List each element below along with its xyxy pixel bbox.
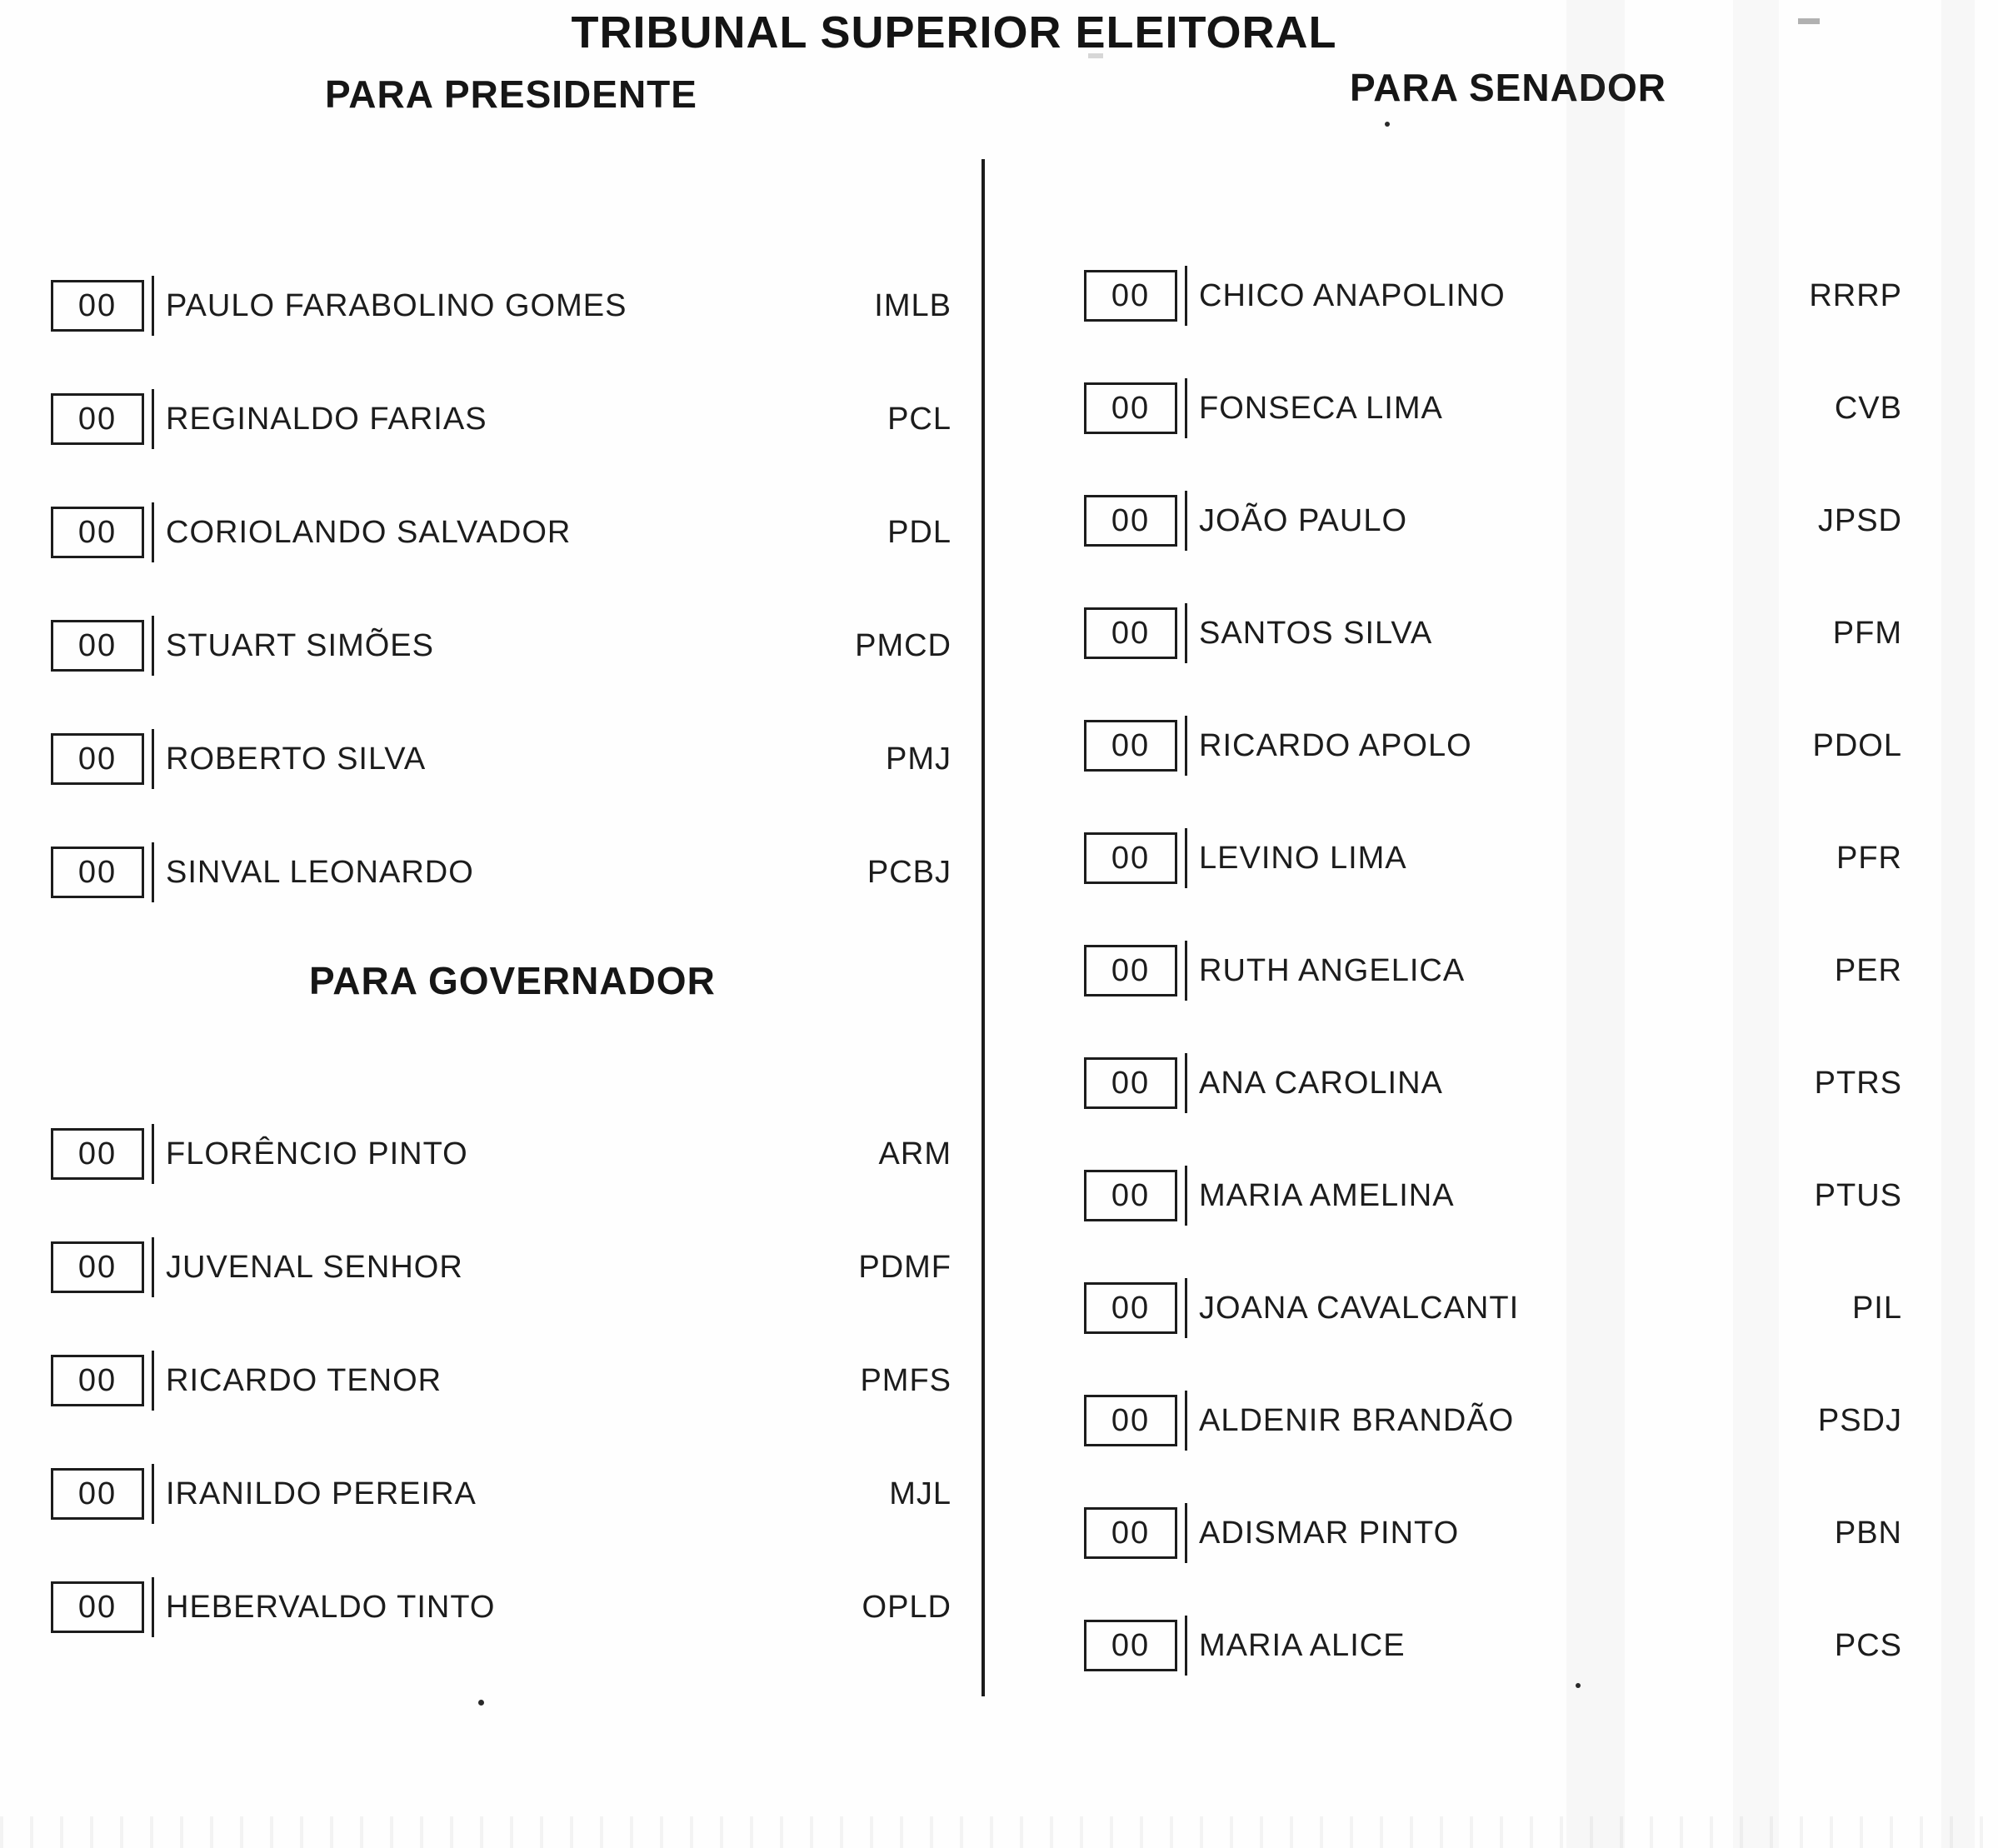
candidate-row: [1084, 606, 1902, 661]
vote-number-box[interactable]: 00: [1084, 1395, 1177, 1446]
box-tick-line: [1185, 1391, 1187, 1451]
candidate-name: JUVENAL SENHOR: [166, 1249, 463, 1285]
scan-speck: [478, 1700, 484, 1706]
box-tick-line: [152, 1464, 154, 1524]
candidate-row: [51, 845, 952, 900]
party-code: PTRS: [1814, 1065, 1902, 1101]
box-tick-line: [1185, 1616, 1187, 1676]
vote-number-box[interactable]: 00: [51, 847, 144, 898]
vote-number-box[interactable]: 00: [51, 393, 144, 445]
party-code: PIL: [1851, 1290, 1902, 1326]
vote-number-box[interactable]: 00: [1084, 1620, 1177, 1671]
box-tick-line: [1185, 828, 1187, 888]
party-code: CVB: [1834, 390, 1902, 426]
candidate-name: MARIA AMELINA: [1199, 1177, 1455, 1213]
vote-number-box[interactable]: 00: [1084, 1170, 1177, 1221]
box-tick-line: [152, 502, 154, 562]
candidate-row: [1084, 1506, 1902, 1561]
party-code: PCS: [1834, 1627, 1902, 1663]
candidate-name: ANA CAROLINA: [1199, 1065, 1443, 1101]
candidate-row: [1084, 268, 1902, 323]
party-code: PTUS: [1814, 1177, 1902, 1213]
vote-number-box[interactable]: 00: [1084, 720, 1177, 772]
candidate-name: RICARDO APOLO: [1199, 727, 1472, 763]
box-tick-line: [152, 389, 154, 449]
candidate-row: [1084, 1056, 1902, 1111]
party-code: PCBJ: [867, 854, 952, 890]
party-code: PFR: [1836, 840, 1902, 876]
party-code: PDL: [887, 514, 952, 550]
party-code: PDOL: [1812, 727, 1902, 763]
party-code: PSDJ: [1817, 1402, 1902, 1438]
candidate-row: [1084, 1393, 1902, 1448]
vote-number-box[interactable]: 00: [51, 733, 144, 785]
scan-artifact-band: [1941, 0, 1975, 1848]
candidate-row: [1084, 1168, 1902, 1223]
candidate-row: [1084, 718, 1902, 773]
candidate-name: RICARDO TENOR: [166, 1362, 442, 1398]
candidate-name: HEBERVALDO TINTO: [166, 1589, 496, 1625]
candidate-row: [51, 1466, 952, 1521]
party-code: JPSD: [1817, 502, 1902, 538]
box-tick-line: [1185, 266, 1187, 326]
candidate-row: [51, 1353, 952, 1408]
candidate-name: MARIA ALICE: [1199, 1627, 1406, 1663]
vote-number-box[interactable]: 00: [1084, 1507, 1177, 1559]
party-code: PCL: [887, 401, 952, 437]
candidate-row: [1084, 1281, 1902, 1336]
vote-number-box[interactable]: 00: [51, 1128, 144, 1180]
candidate-name: SANTOS SILVA: [1199, 615, 1433, 651]
box-tick-line: [1185, 716, 1187, 776]
candidate-row: [1084, 1618, 1902, 1673]
candidate-row: [51, 392, 952, 447]
box-tick-line: [1185, 378, 1187, 438]
party-code: ARM: [878, 1136, 952, 1171]
party-code: MJL: [889, 1476, 952, 1511]
box-tick-line: [152, 842, 154, 902]
vote-number-box[interactable]: 00: [1084, 382, 1177, 434]
vote-number-box[interactable]: 00: [51, 1581, 144, 1633]
section-heading-presidente: PARA PRESIDENTE: [325, 72, 697, 116]
party-code: PMJ: [886, 741, 952, 777]
section-heading-governador: PARA GOVERNADOR: [309, 959, 716, 1002]
candidate-name: LEVINO LIMA: [1199, 840, 1407, 876]
candidate-row: [51, 278, 952, 333]
party-code: PMCD: [855, 627, 952, 663]
candidate-row: [51, 732, 952, 787]
candidate-row: [1084, 381, 1902, 436]
candidate-name: CHICO ANAPOLINO: [1199, 277, 1506, 313]
box-tick-line: [1185, 941, 1187, 1001]
party-code: PFM: [1832, 615, 1902, 651]
candidate-name: REGINALDO FARIAS: [166, 401, 487, 437]
party-code: RRRP: [1809, 277, 1902, 313]
candidate-row: [1084, 831, 1902, 886]
box-tick-line: [152, 729, 154, 789]
party-code: IMLB: [874, 287, 952, 323]
box-tick-line: [152, 276, 154, 336]
candidate-name: IRANILDO PEREIRA: [166, 1476, 477, 1511]
vote-number-box[interactable]: 00: [51, 1468, 144, 1520]
candidate-row: [51, 1126, 952, 1181]
scan-artifact-strip: [0, 1816, 1998, 1848]
party-code: PDMF: [858, 1249, 952, 1285]
box-tick-line: [152, 1124, 154, 1184]
candidate-row: [51, 618, 952, 673]
box-tick-line: [152, 616, 154, 676]
box-tick-line: [1185, 1278, 1187, 1338]
candidate-name: STUART SIMÕES: [166, 627, 434, 663]
candidate-row: [1084, 493, 1902, 548]
candidate-name: PAULO FARABOLINO GOMES: [166, 287, 627, 323]
vote-number-box[interactable]: 00: [1084, 607, 1177, 659]
vote-number-box[interactable]: 00: [1084, 832, 1177, 884]
candidate-name: SINVAL LEONARDO: [166, 854, 474, 890]
party-code: OPLD: [862, 1589, 952, 1625]
candidate-name: ROBERTO SILVA: [166, 741, 427, 777]
section-heading-senador: PARA SENADOR: [1350, 66, 1667, 109]
vote-number-box[interactable]: 00: [51, 280, 144, 332]
party-code: PER: [1834, 952, 1902, 988]
candidate-name: FLORÊNCIO PINTO: [166, 1136, 468, 1171]
candidate-name: JOÃO PAULO: [1199, 502, 1408, 538]
vote-number-box[interactable]: 00: [51, 620, 144, 672]
box-tick-line: [1185, 491, 1187, 551]
candidate-name: FONSECA LIMA: [1199, 390, 1443, 426]
candidate-row: [51, 1240, 952, 1295]
candidate-name: ALDENIR BRANDÃO: [1199, 1402, 1515, 1438]
vote-number-box[interactable]: 00: [51, 1241, 144, 1293]
party-code: PMFS: [860, 1362, 952, 1398]
candidate-row: [51, 505, 952, 560]
vote-number-box[interactable]: 00: [1084, 1057, 1177, 1109]
left-column: [51, 278, 952, 1693]
box-tick-line: [1185, 1053, 1187, 1113]
vote-number-box[interactable]: 00: [1084, 1282, 1177, 1334]
box-tick-line: [1185, 603, 1187, 663]
box-tick-line: [1185, 1166, 1187, 1226]
scan-speck: [1385, 122, 1390, 127]
box-tick-line: [152, 1351, 154, 1411]
candidate-row: [51, 1580, 952, 1635]
box-tick-line: [1185, 1503, 1187, 1563]
page-title: TRIBUNAL SUPERIOR ELEITORAL: [571, 7, 1337, 57]
right-column: [1084, 268, 1902, 1731]
column-divider-line: [982, 159, 985, 1696]
candidate-name: RUTH ANGELICA: [1199, 952, 1466, 988]
candidate-row: [1084, 943, 1902, 998]
candidate-name: ADISMAR PINTO: [1199, 1515, 1460, 1551]
box-tick-line: [152, 1237, 154, 1297]
candidate-name: JOANA CAVALCANTI: [1199, 1290, 1520, 1326]
vote-number-box[interactable]: 00: [51, 1355, 144, 1406]
box-tick-line: [152, 1577, 154, 1637]
candidate-name: CORIOLANDO SALVADOR: [166, 514, 572, 550]
vote-number-box[interactable]: 00: [51, 507, 144, 558]
party-code: PBN: [1834, 1515, 1902, 1551]
vote-number-box[interactable]: 00: [1084, 945, 1177, 996]
vote-number-box[interactable]: 00: [1084, 495, 1177, 547]
vote-number-box[interactable]: 00: [1084, 270, 1177, 322]
